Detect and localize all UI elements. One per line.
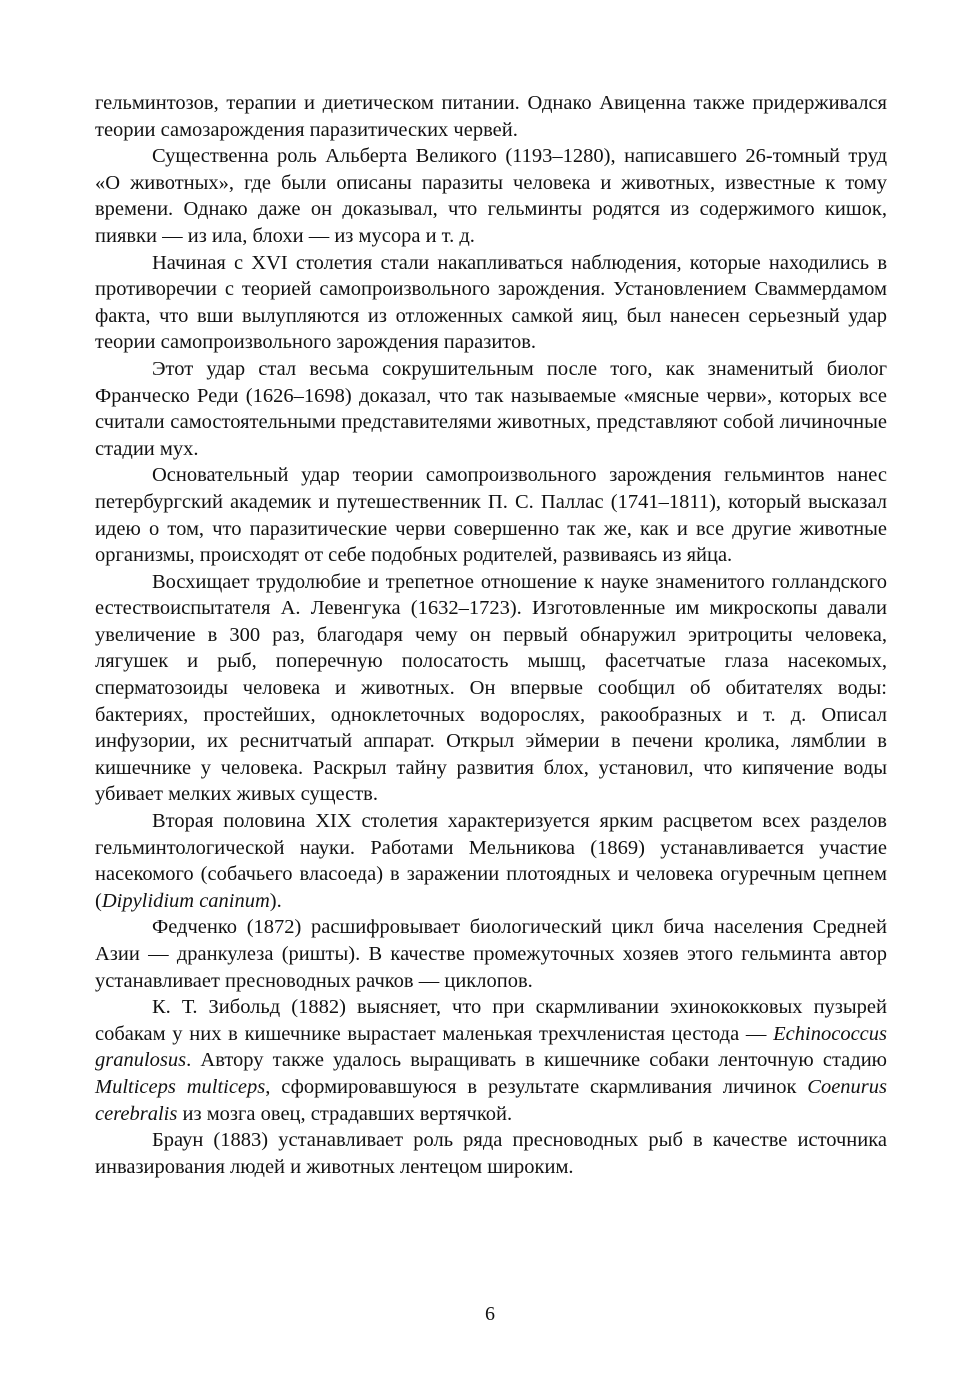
text-segment: Основательный удар теории самопроизвольного зарождения гельминтов нанес петербургский академик и путешественник П. С. Паллас (1741–1811), который высказал идею о том, что паразитические черви совершенно так же, как и все другие животные организмы, происходят от себе подобных родителей, развиваясь из яйца.	[95, 464, 887, 567]
latin-species-name: Multiceps multiceps	[95, 1075, 266, 1098]
paragraph	[95, 462, 887, 568]
text-segment: К. Т. Зибольд (1882) выясняет, что при скармливании эхинококковых пузырей собакам у них в кишечнике вырастает маленькая трехчленистая цестода —	[95, 996, 887, 1045]
text-segment: Восхищает трудолюбие и трепетное отношение к науке знаменитого голландского естествоиспытателя А. Левенгука (1632–1723). Изготовленные им микроскопы давали увеличение в 300 раз, благодаря чему он первый обнаружил эритроциты человека, лягушек и рыб, поперечную полосатость мышц, фасетчатые глаза насекомых, сперматозоиды человека и животных. Он впервые сообщил об обитателях воды: бактериях, простейших, одноклеточных водорослях, ракообразных и т. д. Описал инфузории, их реснитчатый аппарат. Открыл эймерии в печени кролика, лямблии в кишечнике у человека. Раскрыл тайну развития блох, установил, что кипячение воды убивает мелких живых существ.	[95, 570, 887, 806]
latin-species-name: Coenurus cerebralis	[95, 1075, 888, 1125]
page-number: 6	[485, 1303, 495, 1325]
paragraph	[95, 569, 887, 808]
text-segment: из мозга овец, страдавших вертячкой.	[177, 1102, 513, 1125]
latin-species-name: Echinococcus granulosus	[95, 1022, 887, 1072]
text-segment: Федченко (1872) расшифровывает биологический цикл бича населения Средней Азии — дранкулеза (ришты). В качестве промежуточных хозяев этого гельминта автор устанавливает пресноводных рачков — циклопов.	[95, 916, 887, 992]
text-segment: Вторая половина XIX столетия характеризуется ярким расцветом всех разделов гельминтологической науки. Работами Мельникова (1869) устанавливается участие насекомого (собачьего власоеда) в заражении плотоядных и человека огуречным цепнем (	[95, 810, 887, 912]
paragraph	[95, 90, 887, 143]
paragraph	[95, 356, 887, 462]
text-segment: Этот удар стал весьма сокрушительным после того, как знаменитый биолог Франческо Реди (1626–1698) доказал, что так называемые «мясные черви», которых все считали самостоятельными представителями животных, представляют собой личиночные стадии мух.	[95, 357, 887, 460]
text-segment: . Автору также удалось выращивать в кишечнике собаки ленточную стадию	[186, 1049, 887, 1072]
text-segment: Начиная с XVI столетия стали накапливаться наблюдения, которые находились в противоречии с теорией самопроизвольного зарождения. Установлением Сваммердамом факта, что вши вылупляются из отложенных самкой яиц, был нанесен серьезный удар теории самопроизвольного зарождения паразитов.	[95, 251, 887, 354]
paragraph	[95, 994, 887, 1127]
paragraph	[95, 1127, 887, 1180]
text-segment: , сформировавшуюся в результате скармливания личинок	[265, 1075, 808, 1098]
text-segment: ).	[269, 889, 282, 912]
text-segment: гельминтозов, терапии и диетическом питании. Однако Авиценна также придерживался теории самозарождения паразитических червей.	[95, 92, 887, 141]
text-segment: Браун (1883) устанавливает роль ряда пресноводных рыб в качестве источника инвазирования людей и животных лентецом широким.	[95, 1129, 887, 1178]
paragraph	[95, 143, 887, 249]
paragraph	[95, 914, 887, 994]
paragraph	[95, 808, 887, 914]
paragraph	[95, 250, 887, 356]
text-segment: Существенна роль Альберта Великого (1193–1280), написавшего 26-томный труд «О животных», где были описаны паразиты человека и животных, известные к тому времени. Однако даже он доказывал, что гельминты родятся из содержимого кишок, пиявки — из ила, блохи — из мусора и т. д.	[95, 145, 887, 247]
page-body	[95, 90, 887, 1180]
latin-species-name: Dipylidium caninum	[101, 889, 270, 912]
